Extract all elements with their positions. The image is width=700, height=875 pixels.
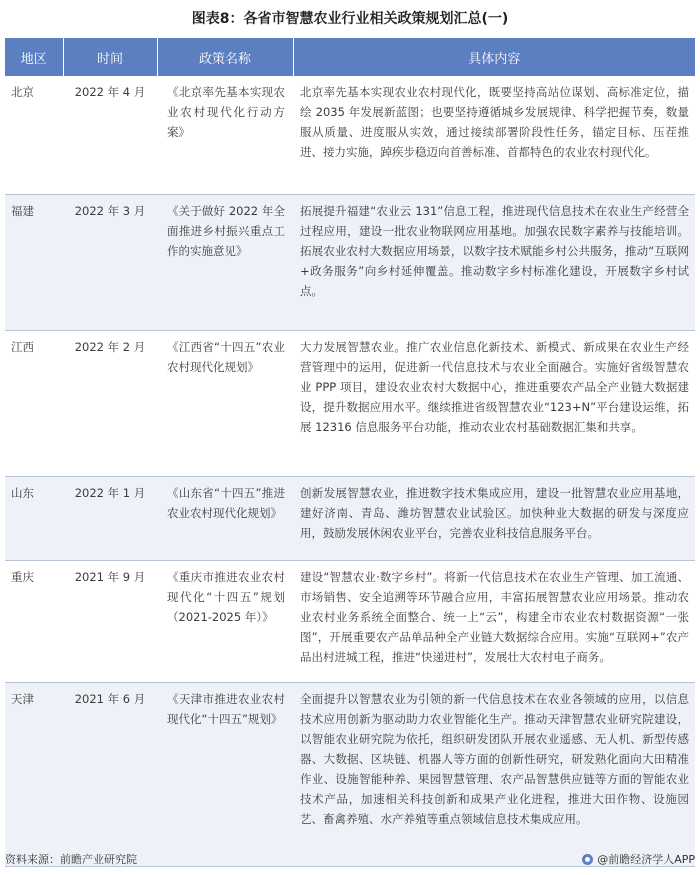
table-row: [5, 682, 695, 866]
cell-region: 福建: [5, 194, 63, 330]
table-row: [5, 476, 695, 560]
qianzhan-logo-icon: [582, 854, 593, 865]
cell-policy-name: 《天津市推进农业农村现代化“十四五”规划》: [157, 682, 293, 866]
cell-region: 江西: [5, 330, 63, 476]
cell-policy-name: 《关于做好 2022 年全面推进乡村振兴重点工作的实施意见》: [157, 194, 293, 330]
cell-time: 2022 年 2 月: [63, 330, 157, 476]
cell-time: 2022 年 1 月: [63, 476, 157, 560]
header-region: 地区: [5, 38, 63, 76]
cell-content: 大力发展智慧农业。推广农业信息化新技术、新模式、新成果在农业生产经营管理中的运用，促进新一代信息技术与农业全面融合。实施好省级智慧农业 PPP 项目，建设农业农村大数据中心，推进重要农产品全产业链大数据建设，提升数据应用水平。继续推进省级智慧农业“123+N”平台建设运维，拓展 12316 信息服务平台功能，推动农业农村基础数据汇集和共享。: [293, 330, 695, 476]
cell-content: 创新发展智慧农业，推进数字技术集成应用，建设一批智慧农业应用基地，建好济南、青岛、潍坊智慧农业试验区。加快种业大数据的研发与深度应用，鼓励发展休闲农业平台，完善农业科技信息服务平台。: [293, 476, 695, 560]
header-policy-name: 政策名称: [157, 38, 293, 76]
table-row: [5, 194, 695, 330]
cell-policy-name: 《北京率先基本实现农业农村现代化行动方案》: [157, 76, 293, 194]
cell-content: 北京率先基本实现农业农村现代化，既要坚持高站位谋划、高标准定位，描绘 2035 年发展新蓝图；也要坚持遵循城乡发展规律、科学把握节奏，数量服从质量、进度服从实效，通过接续部署阶段性任务，锚定目标、压茬推进、接力实施，踔疾步稳迈向首善标准、首都特色的农业农村现代化。: [293, 76, 695, 194]
policy-table: [5, 38, 695, 867]
footer: [5, 848, 695, 870]
cell-time: 2022 年 3 月: [63, 194, 157, 330]
cell-content: 全面提升以智慧农业为引领的新一代信息技术在农业各领域的应用，以信息技术应用创新为驱动助力农业智能化生产。推动天津智慧农业研究院建设，以智能农业研究院为依托，组织研发团队开展农业遥感、无人机、新型传感器、大数据、区块链、机器人等方面的创新性研究，研发熟化面向大田精准作业、设施智能种养、果园智慧管理、农产品智慧供应链等方面的智能农业技术产品，加速相关科技创新和成果产业化进程，推进大田作物、设施园艺、畜禽养殖、水产养殖等重点领域信息技术集成应用。: [293, 682, 695, 866]
page-title: 图表8：各省市智慧农业行业相关政策规划汇总(一): [191, 11, 509, 27]
cell-time: 2022 年 4 月: [63, 76, 157, 194]
cell-time: 2021 年 6 月: [63, 682, 157, 866]
cell-time: 2021 年 9 月: [63, 560, 157, 682]
cell-region: 北京: [5, 76, 63, 194]
header-time: 时间: [63, 38, 157, 76]
cell-region: 重庆: [5, 560, 63, 682]
cell-region: 山东: [5, 476, 63, 560]
cell-policy-name: 《重庆市推进农业农村现代化“十四五”规划（2021-2025 年）》: [157, 560, 293, 682]
cell-policy-name: 《江西省“十四五”农业农村现代化规划》: [157, 330, 293, 476]
brand-credit: [582, 851, 695, 867]
table-row: [5, 330, 695, 476]
source-note: 资料来源：前瞻产业研究院: [5, 853, 137, 866]
table-header-row: [5, 38, 695, 76]
cell-content: 建设“智慧农业·数字乡村”。将新一代信息技术在农业生产管理、加工流通、市场销售、安全追溯等环节融合应用，丰富拓展智慧农业应用场景。推动农业农村业务系统全面整合、统一上“云”，构建全市农业农村数据资源“一张图”，开展重要农产品单品种全产业链大数据综合应用。实施“互联网+”农产品出村进城工程，推进“快递进村”，发展壮大农村电子商务。: [293, 560, 695, 682]
brand-label: @前瞻经济学人APP: [597, 853, 695, 866]
cell-region: 天津: [5, 682, 63, 866]
header-content: 具体内容: [293, 38, 695, 76]
cell-policy-name: 《山东省“十四五”推进农业农村现代化规划》: [157, 476, 293, 560]
cell-content: 拓展提升福建“农业云 131”信息工程，推进现代信息技术在农业生产经营全过程应用，建设一批农业物联网应用基地。加强农民数字素养与技能培训。拓展农业农村大数据应用场景，以数字技术赋能乡村公共服务，推动“互联网+政务服务”向乡村延伸覆盖。推动数字乡村标准化建设，开展数字乡村试点。: [293, 194, 695, 330]
table-row: [5, 76, 695, 194]
table-row: [5, 560, 695, 682]
